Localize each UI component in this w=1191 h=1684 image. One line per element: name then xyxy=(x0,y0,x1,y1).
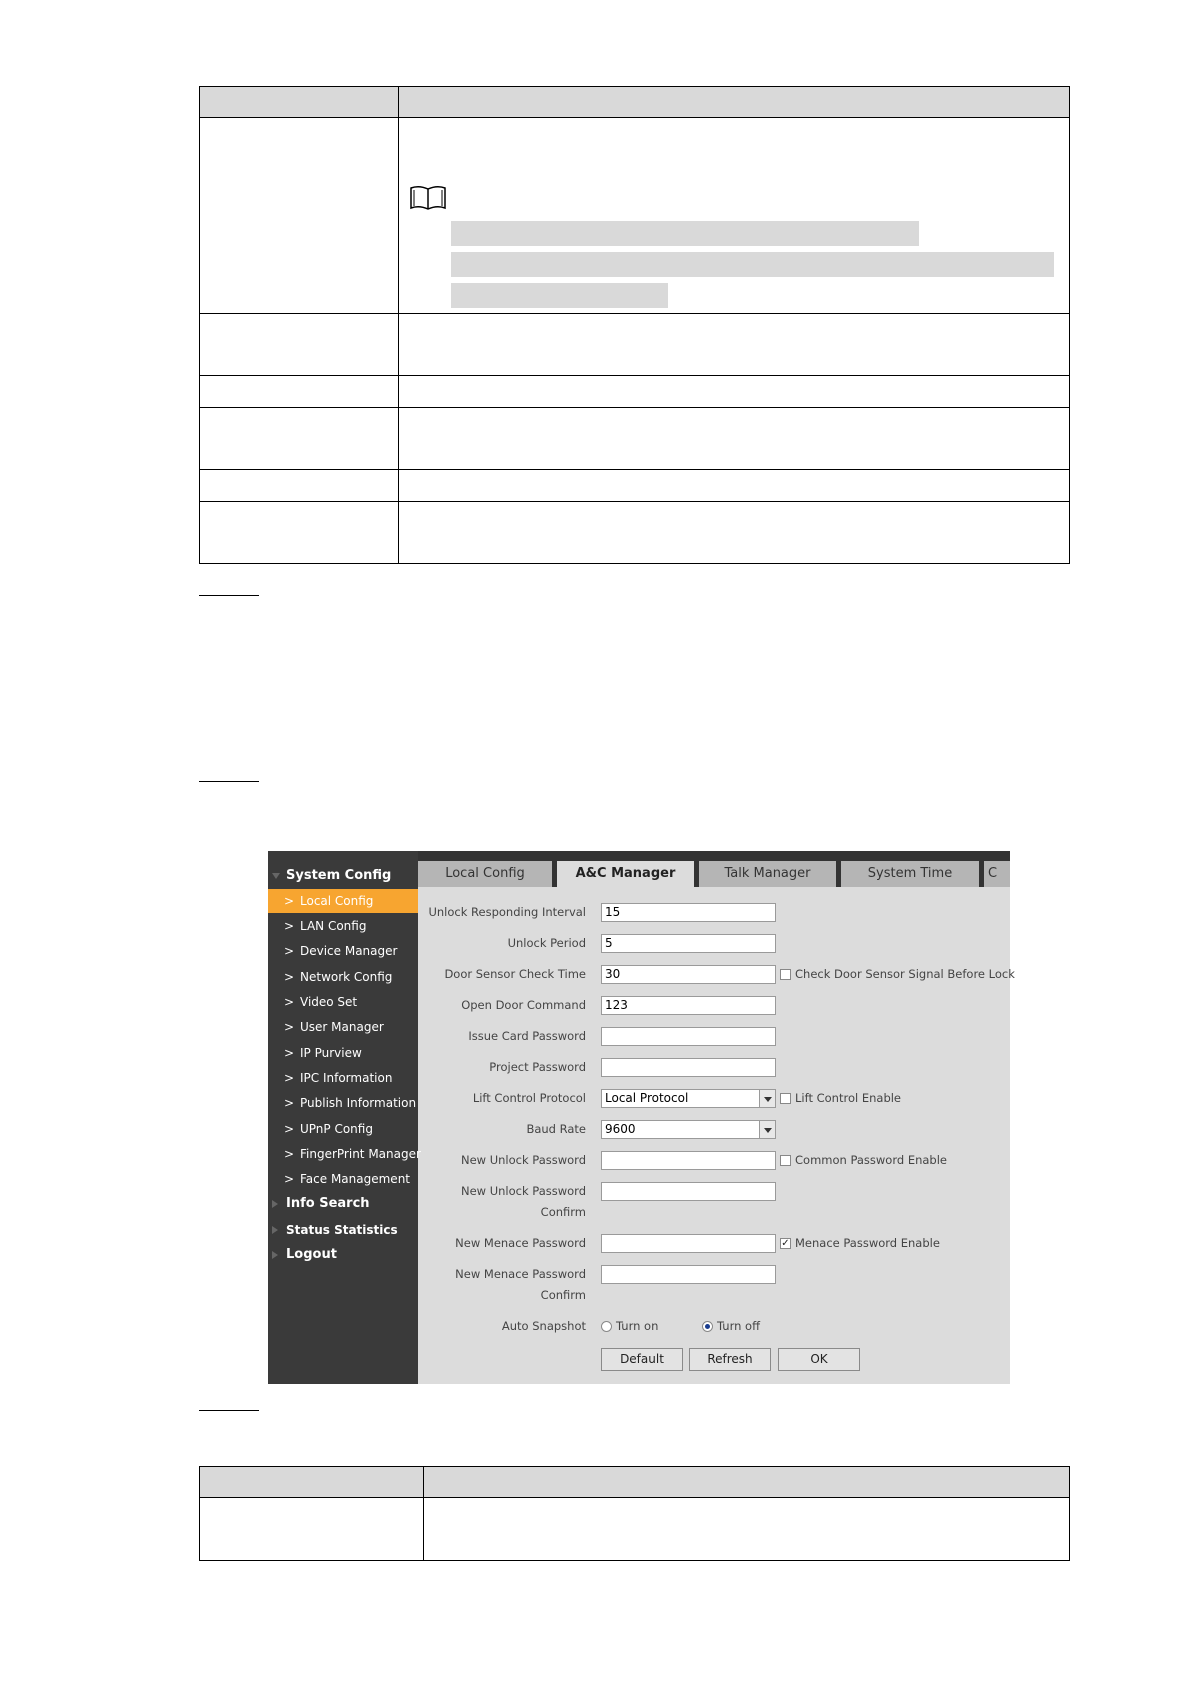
sidebar-item-device-manager[interactable] xyxy=(268,939,418,963)
tab-local-config[interactable]: Local Config xyxy=(418,861,557,887)
sidebar-item-label: UPnP Config xyxy=(300,1122,373,1136)
sidebar-section-status-statistics[interactable] xyxy=(268,1218,418,1242)
tab-bar xyxy=(418,861,1010,887)
turn-off-radio[interactable] xyxy=(702,1321,713,1332)
expand-triangle-icon xyxy=(272,873,280,879)
new-menace-confirm-input[interactable] xyxy=(601,1265,776,1284)
table-cell xyxy=(200,470,399,502)
door-sensor-check-label: Check Door Sensor Signal Before Lock xyxy=(795,967,1015,981)
baud-rate-label: Baud Rate xyxy=(526,1122,586,1136)
chevron-right-icon: > xyxy=(284,919,295,933)
sidebar-item-ip-purview[interactable] xyxy=(268,1041,418,1065)
sidebar-item-label: Network Config xyxy=(300,970,393,984)
device-config-screenshot xyxy=(268,851,1015,1384)
unlock-period-input[interactable]: 5 xyxy=(601,934,776,953)
sidebar-item-fingerprint-manager[interactable] xyxy=(268,1142,421,1166)
chevron-right-icon: > xyxy=(284,1020,295,1034)
sidebar-item-label: Local Config xyxy=(300,894,374,908)
sidebar-item-video-set[interactable] xyxy=(268,990,418,1014)
step-underline xyxy=(199,1410,259,1411)
table-row xyxy=(200,376,1070,408)
sidebar-item-network-config[interactable] xyxy=(268,965,418,989)
lift-protocol-value: Local Protocol xyxy=(605,1091,689,1105)
table-cell xyxy=(200,314,399,376)
lift-enable-checkbox[interactable] xyxy=(780,1093,791,1104)
auto-snapshot-label: Auto Snapshot xyxy=(501,1319,586,1333)
table-cell xyxy=(424,1498,1070,1561)
sidebar-item-label: IP Purview xyxy=(300,1046,362,1060)
table-row xyxy=(200,470,1070,502)
table-row xyxy=(200,118,1070,314)
tab-system-time[interactable]: System Time xyxy=(841,861,984,887)
sidebar-item-face-management[interactable] xyxy=(268,1167,418,1191)
lift-protocol-select[interactable] xyxy=(601,1089,776,1108)
table-header-row xyxy=(200,87,1070,118)
common-password-checkbox[interactable] xyxy=(780,1155,791,1166)
dropdown-arrow-icon[interactable] xyxy=(759,1121,775,1138)
collapsed-triangle-icon xyxy=(272,1251,278,1259)
new-menace-confirm-label-line2: Confirm xyxy=(540,1288,586,1302)
table-cell xyxy=(200,408,399,470)
menace-enable-checkbox[interactable]: ✓ xyxy=(781,1238,790,1249)
table-cell xyxy=(200,376,399,408)
step-underline xyxy=(199,595,259,596)
sidebar-section-system-config[interactable] xyxy=(268,864,418,888)
sidebar-item-ipc-information[interactable] xyxy=(268,1066,418,1090)
sidebar-item-lan-config[interactable] xyxy=(268,914,418,938)
redacted-text-bar xyxy=(451,283,668,308)
default-button[interactable]: Default xyxy=(601,1348,683,1371)
sidebar-item-label: IPC Information xyxy=(300,1071,393,1085)
chevron-right-icon: > xyxy=(284,995,295,1009)
table-cell xyxy=(200,118,399,314)
sidebar-section-info-search[interactable] xyxy=(268,1192,418,1216)
table-row xyxy=(200,502,1070,564)
step-underline xyxy=(199,781,259,782)
turn-off-label: Turn off xyxy=(717,1319,760,1333)
door-sensor-check-checkbox[interactable] xyxy=(780,969,791,980)
common-password-label: Common Password Enable xyxy=(795,1153,947,1167)
chevron-right-icon: > xyxy=(284,1096,295,1110)
table-header-cell xyxy=(200,1467,424,1498)
parameter-table-top xyxy=(199,86,1070,564)
dropdown-arrow-icon[interactable] xyxy=(759,1090,775,1107)
sidebar-item-label: Publish Information xyxy=(300,1096,417,1110)
ac-manager-form xyxy=(418,887,1015,1384)
new-unlock-confirm-input[interactable] xyxy=(601,1182,776,1201)
sidebar-section-logout[interactable] xyxy=(268,1243,418,1267)
tab-talk-manager[interactable]: Talk Manager xyxy=(699,861,841,887)
lift-protocol-label: Lift Control Protocol xyxy=(472,1091,586,1105)
new-unlock-password-input[interactable] xyxy=(601,1151,776,1170)
issue-card-label: Issue Card Password xyxy=(468,1029,586,1043)
turn-on-radio[interactable] xyxy=(601,1321,612,1332)
baud-rate-select[interactable] xyxy=(601,1120,776,1139)
table-cell xyxy=(399,408,1070,470)
chevron-right-icon: > xyxy=(284,1122,295,1136)
collapsed-triangle-icon xyxy=(272,1200,278,1208)
collapsed-triangle-icon xyxy=(272,1226,278,1234)
table-header-cell xyxy=(424,1467,1070,1498)
sidebar-item-label: FingerPrint Manager xyxy=(300,1147,421,1161)
project-password-label: Project Password xyxy=(489,1060,586,1074)
sidebar-item-local-config[interactable] xyxy=(268,889,418,913)
project-password-input[interactable] xyxy=(601,1058,776,1077)
sidebar-item-label: User Manager xyxy=(300,1020,384,1034)
chevron-right-icon: > xyxy=(284,1046,295,1060)
redacted-text-bar xyxy=(451,221,919,246)
sidebar-item-user-manager[interactable] xyxy=(268,1015,418,1039)
new-menace-password-label: New Menace Password xyxy=(455,1236,586,1250)
door-sensor-label: Door Sensor Check Time xyxy=(444,967,586,981)
sidebar-item-label: LAN Config xyxy=(300,919,367,933)
lift-enable-label: Lift Control Enable xyxy=(795,1091,902,1105)
sidebar-item-label: Face Management xyxy=(300,1172,410,1186)
table-cell xyxy=(399,502,1070,564)
issue-card-input[interactable] xyxy=(601,1027,776,1046)
table-row xyxy=(200,314,1070,376)
unlock-period-label: Unlock Period xyxy=(507,936,586,950)
new-unlock-password-label: New Unlock Password xyxy=(460,1153,586,1167)
chevron-right-icon: > xyxy=(284,1071,295,1085)
table-cell xyxy=(200,502,399,564)
sidebar-item-publish-information[interactable] xyxy=(268,1091,418,1115)
sidebar-section-label: Status Statistics xyxy=(286,1223,398,1237)
unlock-interval-input[interactable]: 15 xyxy=(601,903,776,922)
new-unlock-confirm-label-line2: Confirm xyxy=(540,1205,586,1219)
chevron-right-icon: > xyxy=(284,1147,295,1161)
chevron-right-icon: > xyxy=(284,970,295,984)
chevron-right-icon: > xyxy=(284,894,295,908)
chevron-right-icon: > xyxy=(284,1172,295,1186)
new-menace-password-input[interactable] xyxy=(601,1234,776,1253)
refresh-button[interactable]: Refresh xyxy=(689,1348,771,1371)
table-header-cell xyxy=(399,87,1070,118)
menace-enable-label: Menace Password Enable xyxy=(795,1236,940,1250)
tab-ac-manager[interactable]: A&C Manager xyxy=(557,861,699,887)
open-door-input[interactable]: 123 xyxy=(601,996,776,1015)
new-unlock-confirm-label: New Unlock Password xyxy=(460,1184,586,1198)
sidebar-section-label: Logout xyxy=(286,1247,337,1262)
sidebar-item-label: Video Set xyxy=(300,995,358,1009)
redacted-text-bar xyxy=(451,252,1054,277)
table-row xyxy=(200,408,1070,470)
sidebar xyxy=(268,851,421,1384)
parameter-table-bottom xyxy=(199,1466,1070,1561)
table-cell xyxy=(200,1498,424,1561)
table-header-cell xyxy=(200,87,399,118)
sidebar-section-label: System Config xyxy=(286,868,392,883)
note-book-icon xyxy=(409,184,447,212)
sidebar-item-label: Device Manager xyxy=(300,944,398,958)
tab-more[interactable]: C xyxy=(984,861,1010,887)
table-cell xyxy=(399,314,1070,376)
open-door-label: Open Door Command xyxy=(461,998,586,1012)
sidebar-section-label: Info Search xyxy=(286,1196,370,1211)
door-sensor-input[interactable]: 30 xyxy=(601,965,776,984)
chevron-right-icon: > xyxy=(284,944,295,958)
baud-rate-value: 9600 xyxy=(605,1122,636,1136)
sidebar-item-upnp-config[interactable] xyxy=(268,1117,418,1141)
table-row xyxy=(200,1498,1070,1561)
new-menace-confirm-label: New Menace Password xyxy=(455,1267,586,1281)
table-cell xyxy=(399,470,1070,502)
table-header-row xyxy=(200,1467,1070,1498)
ok-button[interactable]: OK xyxy=(778,1348,860,1371)
unlock-interval-label: Unlock Responding Interval xyxy=(428,905,586,919)
note-cell xyxy=(399,118,1070,314)
turn-on-label: Turn on xyxy=(616,1319,659,1333)
table-cell xyxy=(399,376,1070,408)
